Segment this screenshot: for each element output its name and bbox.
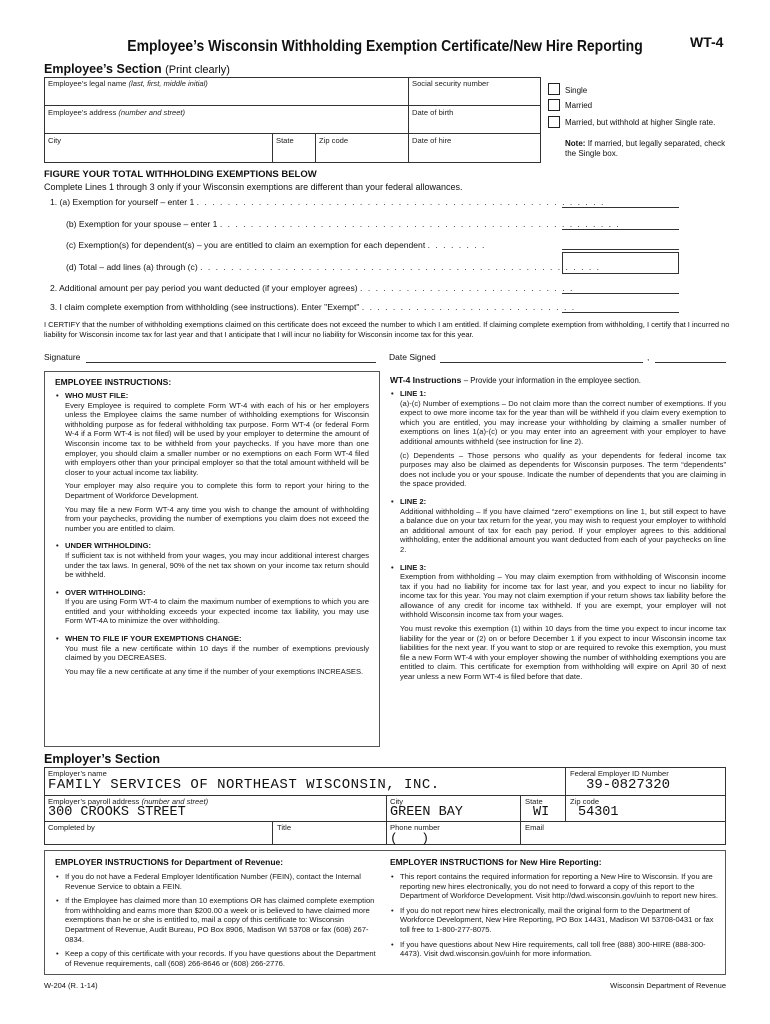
married-higher-rate-checkbox[interactable] xyxy=(548,116,560,128)
line-2-text: Additional withholding – If you have claimed “zero” exemptions on line 1, but still expect to have a balance due on your tax return for the year, you may wish to request your employer to withhold an additional amount of tax for each pay period. If your employer agrees to this additional withholding, enter the additional amount you want deducted from each of your paychecks on line 2. xyxy=(400,506,726,554)
employer-instructions-panel xyxy=(44,850,726,975)
exemptions-intro: Complete Lines 1 through 3 only if your Wisconsin exemptions are different than your federal allowances. xyxy=(44,182,463,192)
dor-instructions-heading: EMPLOYER INSTRUCTIONS for Department of Revenue: xyxy=(55,857,284,867)
completed-by-label: Completed by xyxy=(48,823,95,832)
state-input[interactable] xyxy=(274,145,314,161)
email-input[interactable] xyxy=(522,831,724,844)
dor-bullet-3: • Keep a copy of this certificate with your records. If you have questions about the Department of Revenue requirements, call (608) 266-8646 or (608) 266-2776. xyxy=(55,949,377,968)
line-1c-label: (c) Exemption(s) for dependent(s) – you are entitled to claim an exemption for each dependent . . . . . . . . xyxy=(66,240,486,250)
line-1a-label: 1. (a) Exemption for yourself – enter 1 . . . . . . . . . . . . . . . . . . . . . . . . . . . . . . . . . . . . . . . . . . . . . . . . . . . . . xyxy=(50,197,605,207)
city-label: City xyxy=(48,136,62,145)
employer-zip-label: Zip code xyxy=(570,797,600,806)
employer-section-heading: Employer’s Section xyxy=(44,752,161,766)
employee-section-heading: Employee’s Section (Print clearly) xyxy=(44,62,230,76)
date-signed-input[interactable] xyxy=(440,362,643,363)
line-1-dependents-text: (c) Dependents – Those persons who qualify as your dependents for federal income tax purposes may also be claimed as dependents for Wisconsin purposes. The term “dependents” does not include you or your spouse. Indicate the number of dependents that you are claiming in the space provided. xyxy=(400,450,726,489)
line-1d-label: (d) Total – add lines (a) through (c) . . . . . . . . . . . . . . . . . . . . . . . . . . . . . . . . . . . . . . . . . . . . . . . . . . . . xyxy=(66,262,601,272)
wt4-instructions-heading: WT-4 Instructions – Provide your information in the employee section. xyxy=(390,375,641,385)
line-1a-input[interactable] xyxy=(562,207,679,208)
line-1-heading: • LINE 1: xyxy=(390,389,726,399)
status-note: Note: If married, but legally separated, check the Single box. xyxy=(565,139,726,158)
email-label: Email xyxy=(525,823,544,832)
employer-name-value[interactable]: FAMILY SERVICES OF NORTHEAST WISCONSIN, INC. xyxy=(48,777,440,793)
when-to-file-text: You must file a new certificate within 10 days if the number of exemptions previously claimed by you DECREASES. xyxy=(65,643,369,663)
new-hire-bullet-3: • If you have questions about New Hire requirements, call toll free (888) 300-HIRE (888-300-4473). Visit dwd.wisconsin.gov/uinh for more information. xyxy=(390,940,718,959)
line-3-label: 3. I claim complete exemption from withholding (see instructions). Enter "Exempt" . . . . . . . . . . . . . . . . . . . . . . . . . . . . xyxy=(50,302,576,312)
phone-label: Phone number xyxy=(390,823,440,832)
signature-input[interactable] xyxy=(86,362,376,363)
form-id: WT-4 xyxy=(690,34,724,50)
title-input[interactable] xyxy=(274,831,384,844)
line-3-revoke-text: You must revoke this exemption (1) within 10 days from the time you expect to incur income tax liability for the year or (2) on or before December 1 if you expect to incur Wisconsin income tax liabilities for the next year. If you want to stop or are required to revoke this exemption, you must file a new Form WT-4 with your employer showing the number of withholding exemptions you are entitled to claim. This certificate for exemption from withholding will expire on April 30 of next year unless a new Form WT-4 is filed before that date. xyxy=(400,624,726,682)
who-must-file-text-3: You may file a new Form WT-4 any time you wish to change the amount of withholding from your paychecks, providing the number of exemptions you claim does not exceed the number you are entitled to claim. xyxy=(65,504,369,533)
title-label: Title xyxy=(277,823,292,832)
over-withholding-heading: • OVER WITHHOLDING: xyxy=(55,588,369,598)
hire-date-label: Date of hire xyxy=(412,136,452,145)
married-label: Married xyxy=(565,101,593,110)
legal-name-label: Employee’s legal name (last, first, middle initial) xyxy=(48,79,208,88)
employer-city-label: City xyxy=(390,797,404,806)
certification-text: I CERTIFY that the number of withholding exemptions claimed on this certificate does not exceed the number to which I am entitled. If claiming complete exemption from withholding, I certify that I incurred no liability for Wisconsin income tax for last year and that I anticipate that I will incur no liability for Wisconsin income tax for this year. xyxy=(44,320,730,339)
zip-label: Zip code xyxy=(319,136,349,145)
when-to-file-text-2: You may file a new certificate at any time if the number of your exemptions INCREASES. xyxy=(65,666,364,676)
who-must-file-text: Every Employee is required to complete Form WT-4 with each of his or her employers unless the Employee claims the same number of withholding exemptions for Wisconsin withholding purpose as for federal withholding tax purpose. Form WT-4 (or federal Form W-4 if a Form WT-4 is not filed) will be used by your employer to determine the amount of Wisconsin income tax to be withheld from your paychecks. If you have more than one employer, you should claim a smaller number or no exemptions on each Form WT-4 filed with employers other than your principal employer so that the total amount withheld will be closer to your actual income tax liability. xyxy=(65,400,369,477)
over-withholding-text: If you are using Form WT-4 to claim the maximum number of exemptions to which you are entitled and your withholding exceeds your expected income tax liability, you may use Form WT-4A to minimize the over withholding. xyxy=(65,597,369,626)
wt4-instructions xyxy=(390,375,726,682)
employer-city-value[interactable]: GREEN BAY xyxy=(390,805,463,820)
footer-department: Wisconsin Department of Revenue xyxy=(610,981,726,990)
line-3-heading: • LINE 3: xyxy=(390,563,726,573)
fein-value[interactable]: 39-0827320 xyxy=(586,777,671,793)
phone-input[interactable]: ( ) xyxy=(390,831,430,846)
line-1-text: (a)-(c) Number of exemptions – Do not claim more than the correct number of exemptions. If you expect to owe more income tax for the year than will be withheld if you claim every exemption to which you are entitled, you may increase your withholding by claiming a smaller number of exemptions on lines 1(a)-(c) or you may enter into an agreement with your employer to have additional amounts withheld (see instruction for line 2). xyxy=(400,398,726,446)
ssn-label: Social security number xyxy=(412,79,489,88)
under-withholding-text: If sufficient tax is not withheld from your wages, you may incur additional interest charges under the tax laws. In general, 90% of the net tax shown on your income tax return should be withheld. xyxy=(65,550,369,580)
new-hire-bullet-1: • This report contains the required information for reporting a New Hire to Wisconsin. If you are reporting new hires electronically, you do not need to forward a copy of this report to the Department of Workforce Development. Visit http://dwd.wisconsin.gov/uinh to report new hires. xyxy=(390,872,718,901)
employer-address-label: Employer’s payroll address (number and street) xyxy=(48,797,209,806)
line-1b-input[interactable] xyxy=(562,229,679,230)
employer-name-label: Employer’s name xyxy=(48,769,107,778)
when-to-file-heading: • WHEN TO FILE IF YOUR EXEMPTIONS CHANGE: xyxy=(55,634,369,644)
line-1d-total-box[interactable] xyxy=(562,252,679,274)
city-input[interactable] xyxy=(46,145,270,161)
hire-date-input[interactable] xyxy=(410,145,539,161)
line-1c-input[interactable] xyxy=(562,249,679,250)
line-2-label: 2. Additional amount per pay period you want deducted (if your employer agrees) . . . . . . . . . . . . . . . . . . . . . . . . . . . . xyxy=(50,283,574,293)
who-must-file-text-2: Your employer may also require you to complete this form to report your hiring to the Department of Workforce Development. xyxy=(65,481,369,500)
form-title: Employee’s Wisconsin Withholding Exemption Certificate/New Hire Reporting xyxy=(127,38,643,55)
date-year-input[interactable] xyxy=(655,362,726,363)
legal-name-input[interactable] xyxy=(46,89,406,104)
exemptions-heading: FIGURE YOUR TOTAL WITHHOLDING EXEMPTIONS BELOW xyxy=(44,169,317,180)
footer-form-number: W-204 (R. 1-14) xyxy=(44,981,98,990)
ssn-input[interactable] xyxy=(410,89,539,104)
dor-bullet-1: • If you do not have a Federal Employer Identification Number (FEIN), contact the Internal Revenue Service to obtain a FEIN. xyxy=(55,872,377,891)
line-3-text: Exemption from withholding – You may claim exemption from withholding of Wisconsin income tax if you had no liability for income tax for last year, and you expect to incur no liability for income tax for this year. You may not claim exemption if your return shows tax liability before the allowance of any credit for income tax withheld. If you are exempt, your employer will not withhold Wisconsin income tax from your wages. xyxy=(400,572,726,620)
employer-address-value[interactable]: 300 CROOKS STREET xyxy=(48,805,186,820)
employer-state-label: State xyxy=(525,797,543,806)
signature-label: Signature xyxy=(44,352,81,362)
line-2-input[interactable] xyxy=(562,293,679,294)
who-must-file-heading: • WHO MUST FILE: xyxy=(55,391,369,401)
date-comma: , xyxy=(647,352,650,362)
employer-state-value[interactable]: WI xyxy=(533,805,550,820)
line-3-input[interactable] xyxy=(562,312,679,313)
address-input[interactable] xyxy=(46,117,406,132)
zip-input[interactable] xyxy=(317,145,407,161)
married-checkbox[interactable] xyxy=(548,99,560,111)
employer-zip-value[interactable]: 54301 xyxy=(578,805,619,820)
employee-instructions-heading: EMPLOYEE INSTRUCTIONS: xyxy=(55,377,172,387)
married-higher-rate-label: Married, but withhold at higher Single rate. xyxy=(565,118,716,127)
line-2-heading: • LINE 2: xyxy=(390,497,726,507)
date-signed-label: Date Signed xyxy=(389,352,436,362)
single-checkbox[interactable] xyxy=(548,83,560,95)
under-withholding-heading: • UNDER WITHHOLDING: xyxy=(55,541,369,551)
completed-by-input[interactable] xyxy=(46,831,270,844)
address-label: Employee’s address (number and street) xyxy=(48,108,186,117)
fein-label: Federal Employer ID Number xyxy=(570,769,669,778)
state-label: State xyxy=(276,136,294,145)
line-1b-label: (b) Exemption for your spouse – enter 1 . . . . . . . . . . . . . . . . . . . . . . . . . . . . . . . . . . . . . . . . . . . . . . . . . . . . xyxy=(66,219,621,229)
employee-instructions-panel xyxy=(44,371,380,747)
dor-bullet-2: • If the Employee has claimed more than 10 exemptions OR has claimed complete exemption from withholding and earns more than $200.00 a week or is believed to have claimed more exemptions than he or she is entitled to, mail a copy of this certificate to: Wisconsin Department of Revenue, Audit Bureau, PO Box 8906, Madison WI 53708 or fax (608) 267-0834. xyxy=(55,896,377,944)
dob-input[interactable] xyxy=(410,117,539,132)
new-hire-bullet-2: • If you do not report new hires electronically, mail the original form to the Department of Workforce Development, New Hire Reporting, PO Box 14431, Madison WI 53708-0431 or fax toll free to 1-800-277-8075. xyxy=(390,906,718,935)
dob-label: Date of birth xyxy=(412,108,454,117)
new-hire-instructions-heading: EMPLOYER INSTRUCTIONS for New Hire Reporting: xyxy=(390,857,602,867)
single-label: Single xyxy=(565,86,588,95)
